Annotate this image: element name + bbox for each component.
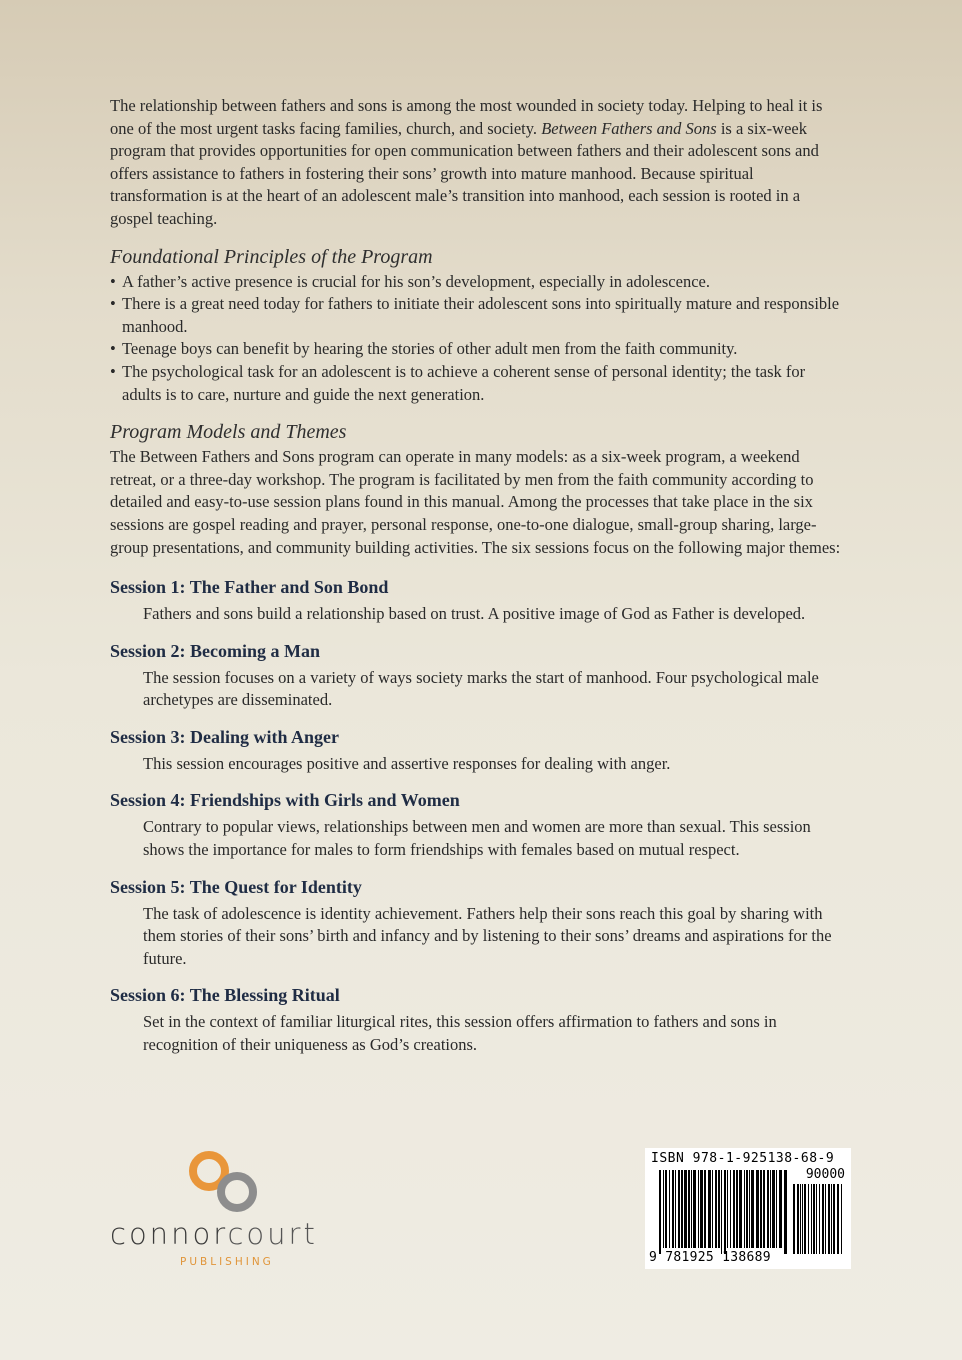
- session-title: Session 3: Dealing with Anger: [110, 726, 340, 747]
- barcode-addon-bar: [841, 1184, 842, 1254]
- principle-item: • Teenage boys can benefit by hearing the stories of other adult men from the faith community.: [110, 338, 845, 361]
- session-5: [110, 875, 845, 971]
- isbn-barcode: [645, 1148, 851, 1269]
- intro-text-start: The relationship between fathers and sons is among the most wounded in society today. Helping to heal it is one of the most urgent tasks facing families, church, and society.: [110, 96, 823, 138]
- intro-text-end: is a six-week program that provides opportunities for open communication between fathers and their adolescent sons and offers assistance to fathers in fostering their sons’ growth into mature manhood. Because spiritual transformation is at the heart of an adolescent male’s transition into manhood, each session is rooted in a gospel teaching.: [110, 118, 819, 228]
- ean-digits: 9 781925 138689: [649, 1250, 771, 1265]
- barcode-addon-bar: [808, 1184, 809, 1254]
- barcode-bar: [691, 1170, 692, 1248]
- barcode-addon-bar: [822, 1184, 824, 1254]
- logo-gray-ring: [221, 1176, 253, 1208]
- barcode-bar: [730, 1170, 731, 1248]
- principles-list: [110, 271, 845, 407]
- barcode-bar: [675, 1170, 676, 1248]
- session-description: Set in the context of familiar liturgical rites, this session offers affirmation to fathers and sons in recognition of their uniqueness as God’s creations.: [143, 1012, 777, 1055]
- bullet-icon: •: [110, 294, 116, 314]
- session-3: [110, 725, 845, 776]
- barcode-addon-bar: [828, 1184, 830, 1254]
- session-description: The task of adolescence is identity achievement. Fathers help their sons reach this goal by sharing with them stories of their sons’ birth and infancy and by listening to their sons’ dreams and aspirations for the future.: [143, 903, 832, 968]
- barcode-bar: [776, 1170, 777, 1248]
- session-1: [110, 575, 845, 626]
- session-2: [110, 639, 845, 712]
- session-title: Session 1: The Father and Son Bond: [110, 577, 389, 598]
- barcode-bar: [684, 1170, 687, 1248]
- barcode-bar: [772, 1170, 775, 1248]
- session-description: Fathers and sons build a relationship based on trust. A positive image of God as Father is developed.: [143, 604, 806, 624]
- barcode-bar: [669, 1170, 670, 1248]
- isbn-number: ISBN 978-1-925138-68-9: [651, 1151, 835, 1166]
- bullet-icon: •: [110, 339, 116, 359]
- barcode-addon-bar: [802, 1184, 803, 1254]
- barcode-bar: [659, 1170, 661, 1254]
- intro-paragraph: [110, 95, 845, 231]
- barcode-bar: [751, 1170, 754, 1248]
- barcode-bar: [700, 1170, 703, 1248]
- barcode-bar: [767, 1170, 769, 1248]
- publisher-logo-icon: [110, 1150, 350, 1270]
- session-title: Session 6: The Blessing Ritual: [110, 985, 340, 1006]
- session-title: Session 5: The Quest for Identity: [110, 876, 362, 897]
- principles-heading: Foundational Principles of the Program: [110, 245, 433, 268]
- barcode-bar: [739, 1170, 742, 1248]
- session-description: The session focuses on a variety of ways society marks the start of manhood. Four psychological male archetypes are disseminated.: [143, 667, 819, 710]
- barcode-bar: [736, 1170, 738, 1248]
- session-description: This session encourages positive and assertive responses for dealing with anger.: [143, 753, 671, 773]
- barcode-bar: [746, 1170, 748, 1248]
- session-title: Session 4: Friendships with Girls and Women: [110, 790, 460, 811]
- publisher-name: connorcourt: [110, 1217, 318, 1251]
- barcode-addon-bar: [833, 1184, 835, 1254]
- principle-item: • There is a great need today for fathers to initiate their adolescent sons into spiritually mature and responsible manhood.: [110, 294, 840, 336]
- barcode-bar: [708, 1170, 711, 1248]
- principle-item: • A father’s active presence is crucial for his son’s development, especially in adolescence.: [110, 271, 845, 294]
- barcode-bar: [724, 1170, 726, 1254]
- barcode-bar: [756, 1170, 759, 1248]
- barcode-bar: [733, 1170, 735, 1248]
- barcode-addon-bar: [811, 1184, 812, 1254]
- models-paragraph: The Between Fathers and Sons program can operate in many models: as a six-week program, a weekend retreat, or a three-day workshop. The program is facilitated by men from the faith community according to detailed and easy-to-use session plans found in this manual. Among the processes that take place in the six sessions are gospel reading and prayer, personal response, one-to-one dialogue, small-group sharing, large-group presentations, and community building activities. The six sessions focus on the following major themes:: [110, 447, 841, 557]
- barcode-bar: [688, 1170, 690, 1248]
- barcode-addon-bar: [831, 1184, 832, 1254]
- barcode-addon-bar: [813, 1184, 815, 1254]
- bullet-icon: •: [110, 271, 116, 291]
- back-cover-text: [110, 95, 845, 1057]
- barcode-bar: [693, 1170, 696, 1248]
- session-description: Contrary to popular views, relationships between men and women are more than sexual. This session shows the importance for males to form friendships with females based on mutual respect.: [143, 817, 811, 860]
- barcode-bar: [749, 1170, 750, 1248]
- barcode-addon-bar: [816, 1184, 817, 1254]
- barcode-bar: [744, 1170, 745, 1248]
- barcode-addon-bar: [819, 1184, 820, 1254]
- price-addon-code: 90000: [805, 1167, 845, 1182]
- barcode-bar: [784, 1170, 787, 1254]
- barcode-addon-bar: [797, 1184, 799, 1254]
- barcode-addon-bar: [793, 1184, 795, 1254]
- barcode-bar: [779, 1170, 782, 1248]
- barcode-bar: [672, 1170, 674, 1248]
- session-title: Session 2: Becoming a Man: [110, 640, 321, 661]
- session-4: [110, 788, 845, 861]
- barcode-addon-bar: [825, 1184, 826, 1254]
- barcode-bar: [727, 1170, 728, 1248]
- barcode-bar: [663, 1170, 664, 1248]
- bullet-icon: •: [110, 361, 116, 381]
- barcode-bar: [770, 1170, 771, 1248]
- principle-item: • The psychological task for an adolescent is to achieve a coherent sense of personal identity; the task for adults is to care, nurture and guide the next generation.: [110, 361, 806, 404]
- barcode-bar: [704, 1170, 706, 1248]
- publisher-tagline: PUBLISHING: [180, 1256, 274, 1268]
- intro-book-title: Between Fathers and Sons: [541, 118, 717, 138]
- models-heading: Program Models and Themes: [110, 421, 347, 444]
- session-6: [110, 983, 845, 1056]
- barcode-bar: [712, 1170, 713, 1248]
- barcode-addon-bar: [837, 1184, 839, 1254]
- barcode-addon-bar: [800, 1184, 801, 1254]
- barcode-bar: [763, 1170, 765, 1248]
- barcode-addon-bar: [804, 1184, 806, 1254]
- barcode-bar: [681, 1170, 683, 1248]
- barcode-bar: [760, 1170, 762, 1248]
- barcode-bar: [715, 1170, 717, 1248]
- barcode-bar: [721, 1170, 722, 1254]
- barcode-bar: [665, 1170, 667, 1248]
- barcode-bar: [678, 1170, 680, 1248]
- barcode-bar: [698, 1170, 699, 1248]
- barcode-bar: [718, 1170, 720, 1248]
